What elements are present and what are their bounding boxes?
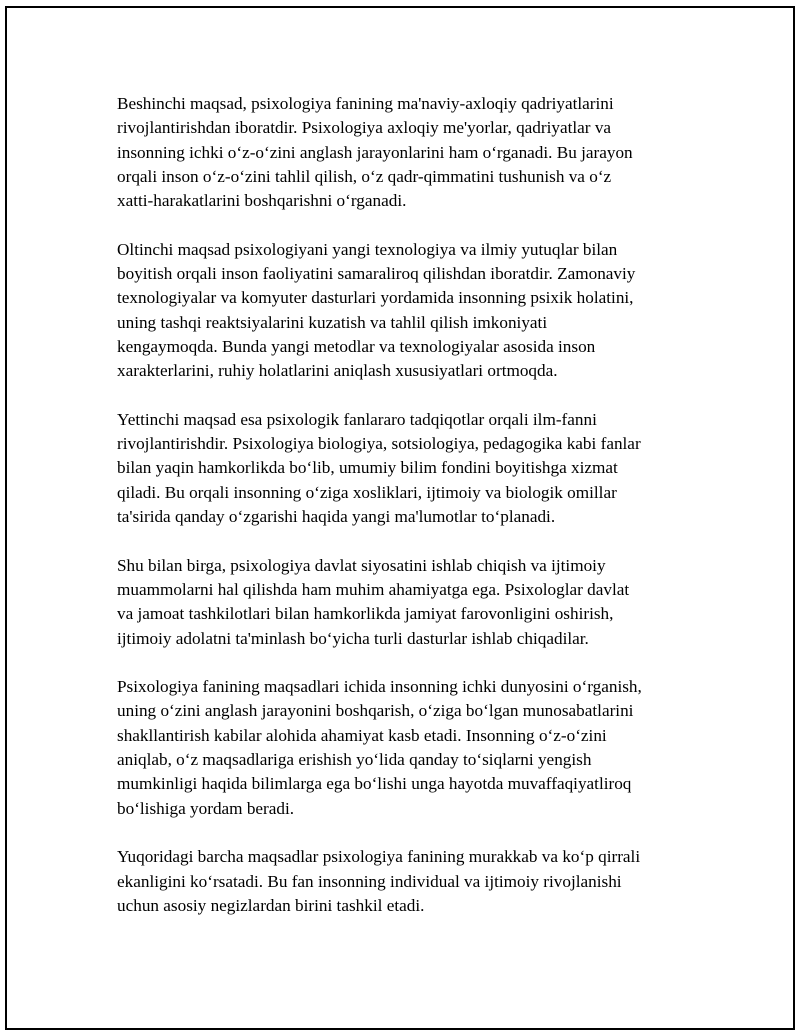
text-line: kengaymoqda. Bunda yangi metodlar va texnologiyalar asosida inson	[117, 336, 596, 356]
text-line: orqali inson o‘z-o‘zini tahlil qilish, o‘z qadr-qimmatini tushunish va o‘z	[117, 166, 612, 186]
paragraph-4	[117, 554, 697, 651]
text-line: boyitish orqali inson faoliyatini samaraliroq qilishdan iboratdir. Zamonaviy	[117, 264, 636, 284]
text-line: texnologiyalar va komyuter dasturlari yordamida insonning psixik holatini,	[117, 288, 634, 308]
paragraph-3	[117, 408, 697, 529]
text-line: aniqlab, o‘z maqsadlariga erishish yo‘lida qanday to‘siqlarni yengish	[117, 750, 592, 770]
text-line: ekanligini ko‘rsatadi. Bu fan insonning individual va ijtimoiy rivojlanishi	[117, 871, 622, 891]
text-line: bo‘lishiga yordam beradi.	[117, 798, 295, 818]
paragraph-5	[117, 675, 697, 821]
paragraph-2	[117, 238, 697, 384]
text-line: uning o‘zini anglash jarayonini boshqarish, o‘ziga bo‘lgan munosabatlarini	[117, 701, 634, 721]
text-line: Yuqoridagi barcha maqsadlar psixologiya fanining murakkab va ko‘p qirrali	[117, 847, 641, 867]
text-line: Shu bilan birga, psixologiya davlat siyosatini ishlab chiqish va ijtimoiy	[117, 555, 606, 575]
text-line: Yettinchi maqsad esa psixologik fanlararo tadqiqotlar orqali ilm-fanni	[117, 409, 597, 429]
text-line: mumkinligi haqida bilimlarga ega bo‘lishi unga hayotda muvaffaqiyatliroq	[117, 774, 632, 794]
text-line: muammolarni hal qilishda ham muhim ahamiyatga ega. Psixologlar davlat	[117, 579, 630, 599]
text-line: Beshinchi maqsad, psixologiya fanining ma'naviy-axloqiy qadriyatlarini	[117, 94, 614, 113]
text-line: uning tashqi reaktsiyalarini kuzatish va tahlil qilish imkoniyati	[117, 312, 548, 332]
text-line: xatti-harakatlarini boshqarishni o‘rganadi.	[117, 191, 407, 211]
document-body	[117, 92, 697, 942]
text-line: shakllantirish kabilar alohida ahamiyat kasb etadi. Insonning o‘z-o‘zini	[117, 725, 607, 745]
text-line: Oltinchi maqsad psixologiyani yangi texnologiya va ilmiy yutuqlar bilan	[117, 239, 618, 259]
text-line: insonning ichki o‘z-o‘zini anglash jarayonlarini ham o‘rganadi. Bu jarayon	[117, 142, 633, 162]
paragraph-6	[117, 845, 697, 918]
text-line: ijtimoiy adolatni ta'minlash bo‘yicha turli dasturlar ishlab chiqadilar.	[117, 628, 589, 648]
text-line: rivojlantirishdir. Psixologiya biologiya, sotsiologiya, pedagogika kabi fanlar	[117, 434, 641, 454]
paragraph-1	[117, 92, 697, 213]
text-line: ta'sirida qanday o‘zgarishi haqida yangi ma'lumotlar to‘planadi.	[117, 507, 556, 527]
text-line: rivojlantirishdan iboratdir. Psixologiya axloqiy me'yorlar, qadriyatlar va	[117, 118, 612, 138]
text-line: va jamoat tashkilotlari bilan hamkorlikda jamiyat farovonligini oshirish,	[117, 604, 614, 624]
text-line: qiladi. Bu orqali insonning o‘ziga xosliklari, ijtimoiy va biologik omillar	[117, 482, 617, 502]
text-line: xarakterlarini, ruhiy holatlarini aniqlash xususiyatlari ortmoqda.	[117, 361, 558, 381]
text-line: Psixologiya fanining maqsadlari ichida insonning ichki dunyosini o‘rganish,	[117, 677, 642, 697]
text-line: uchun asosiy negizlardan birini tashkil etadi.	[117, 895, 425, 915]
text-line: bilan yaqin hamkorlikda bo‘lib, umumiy bilim fondini boyitishga xizmat	[117, 458, 618, 478]
